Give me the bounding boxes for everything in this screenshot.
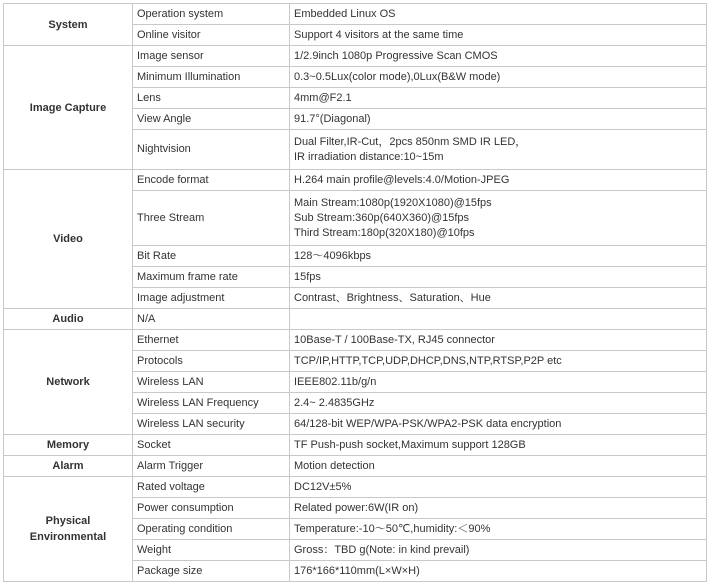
- value-cell: [290, 246, 707, 267]
- value-line: 1/2.9inch 1080p Progressive Scan CMOS: [294, 49, 498, 62]
- property-cell: Maximum frame rate: [133, 267, 290, 288]
- value-line: Embedded Linux OS: [294, 7, 396, 20]
- property-cell: Wireless LAN Frequency: [133, 393, 290, 414]
- value-line: 15fps: [294, 270, 321, 283]
- value-cell: [290, 498, 707, 519]
- value-line: TF Push-push socket,Maximum support 128GB: [294, 438, 526, 451]
- property-cell: Image adjustment: [133, 288, 290, 309]
- property-cell: Alarm Trigger: [133, 456, 290, 477]
- spec-row: [4, 46, 707, 67]
- value-line: IEEE802.11b/g/n: [294, 375, 377, 388]
- value-line: 4mm@F2.1: [294, 91, 352, 104]
- property-cell: Operating condition: [133, 519, 290, 540]
- value-line: Motion detection: [294, 459, 375, 472]
- property-cell: Rated voltage: [133, 477, 290, 498]
- property-cell: Online visitor: [133, 25, 290, 46]
- value-line: DC12V±5%: [294, 480, 352, 493]
- category-label: Environmental: [29, 531, 107, 543]
- value-cell: [290, 330, 707, 351]
- value-line: Main Stream:1080p(1920X1080)@15fps: [294, 196, 492, 209]
- value-cell: [290, 4, 707, 25]
- category-cell: [4, 4, 133, 46]
- value-cell: [290, 519, 707, 540]
- property-cell: Socket: [133, 435, 290, 456]
- property-cell: Lens: [133, 88, 290, 109]
- category-cell: [4, 170, 133, 309]
- value-line: 176*166*110mm(L×W×H): [294, 564, 420, 577]
- value-line: 2.4~ 2.4835GHz: [294, 396, 375, 409]
- property-cell: Protocols: [133, 351, 290, 372]
- value-line: 10Base-T / 100Base-TX, RJ45 connector: [294, 333, 495, 346]
- value-line: Related power:6W(IR on): [294, 501, 419, 514]
- property-cell: View Angle: [133, 109, 290, 130]
- value-cell: [290, 67, 707, 88]
- value-line: Support 4 visitors at the same time: [294, 28, 464, 41]
- property-cell: Three Stream: [133, 191, 290, 246]
- spec-row: [4, 309, 707, 330]
- category-cell: [4, 477, 133, 582]
- category-cell: [4, 330, 133, 435]
- category-label: Network: [46, 376, 90, 388]
- spec-row: [4, 330, 707, 351]
- property-cell: N/A: [133, 309, 290, 330]
- value-cell: [290, 435, 707, 456]
- spec-row: [4, 477, 707, 498]
- value-line: 128～4096kbps: [294, 249, 372, 262]
- value-line: Third Stream:180p(320X180)@10fps: [294, 226, 475, 239]
- value-line: Temperature:-10～50℃,humidity:＜90%: [294, 522, 491, 535]
- property-cell: Ethernet: [133, 330, 290, 351]
- category-cell: [4, 456, 133, 477]
- value-cell: [290, 456, 707, 477]
- spec-row: [4, 170, 707, 191]
- category-label: Physical: [45, 515, 91, 527]
- value-cell: [290, 477, 707, 498]
- value-line: Contrast、Brightness、Saturation、Hue: [294, 291, 491, 304]
- category-label: Alarm: [52, 460, 84, 472]
- value-cell: [290, 46, 707, 67]
- value-cell: [290, 372, 707, 393]
- property-cell: Wireless LAN security: [133, 414, 290, 435]
- category-label: Video: [53, 233, 83, 245]
- value-line: 0.3~0.5Lux(color mode),0Lux(B&W mode): [294, 70, 501, 83]
- property-cell: Power consumption: [133, 498, 290, 519]
- property-cell: Bit Rate: [133, 246, 290, 267]
- spec-table: [3, 3, 707, 582]
- spec-table-body: [4, 4, 707, 582]
- value-cell: [290, 88, 707, 109]
- spec-row: [4, 435, 707, 456]
- category-label: System: [48, 18, 88, 31]
- category-label: Image Capture: [29, 101, 107, 114]
- value-line: TCP/IP,HTTP,TCP,UDP,DHCP,DNS,NTP,RTSP,P2P etc: [294, 354, 562, 367]
- value-cell: [290, 25, 707, 46]
- value-line: Dual Filter,IR-Cut，2pcs 850nm SMD IR LED，: [294, 135, 527, 148]
- property-cell: Wireless LAN: [133, 372, 290, 393]
- value-line: H.264 main profile@levels:4.0/Motion-JPEG: [294, 173, 510, 186]
- category-label: Memory: [46, 439, 90, 451]
- value-line: Sub Stream:360p(640X360)@15fps: [294, 211, 470, 224]
- value-line: Gross：TBD g(Note: in kind prevail): [294, 543, 470, 556]
- property-cell: Minimum Illumination: [133, 67, 290, 88]
- value-cell: [290, 393, 707, 414]
- property-cell: Encode format: [133, 170, 290, 191]
- property-cell: Nightvision: [133, 130, 290, 170]
- value-line: 91.7°(Diagonal): [294, 112, 371, 125]
- value-cell: [290, 130, 707, 170]
- value-line: IR irradiation distance:10~15m: [294, 150, 444, 163]
- category-cell: [4, 435, 133, 456]
- value-cell: [290, 309, 707, 330]
- value-cell: [290, 170, 707, 191]
- category-label: Audio: [52, 313, 84, 325]
- property-cell: Image sensor: [133, 46, 290, 67]
- value-cell: [290, 414, 707, 435]
- category-cell: [4, 309, 133, 330]
- property-cell: Operation system: [133, 4, 290, 25]
- value-cell: [290, 267, 707, 288]
- value-cell: [290, 109, 707, 130]
- value-cell: [290, 351, 707, 372]
- value-cell: [290, 191, 707, 246]
- property-cell: Package size: [133, 561, 290, 582]
- value-line: 64/128-bit WEP/WPA-PSK/WPA2-PSK data encryption: [294, 417, 562, 430]
- value-cell: [290, 561, 707, 582]
- spec-row: [4, 4, 707, 25]
- category-cell: [4, 46, 133, 170]
- spec-row: [4, 456, 707, 477]
- property-cell: Weight: [133, 540, 290, 561]
- value-cell: [290, 540, 707, 561]
- value-cell: [290, 288, 707, 309]
